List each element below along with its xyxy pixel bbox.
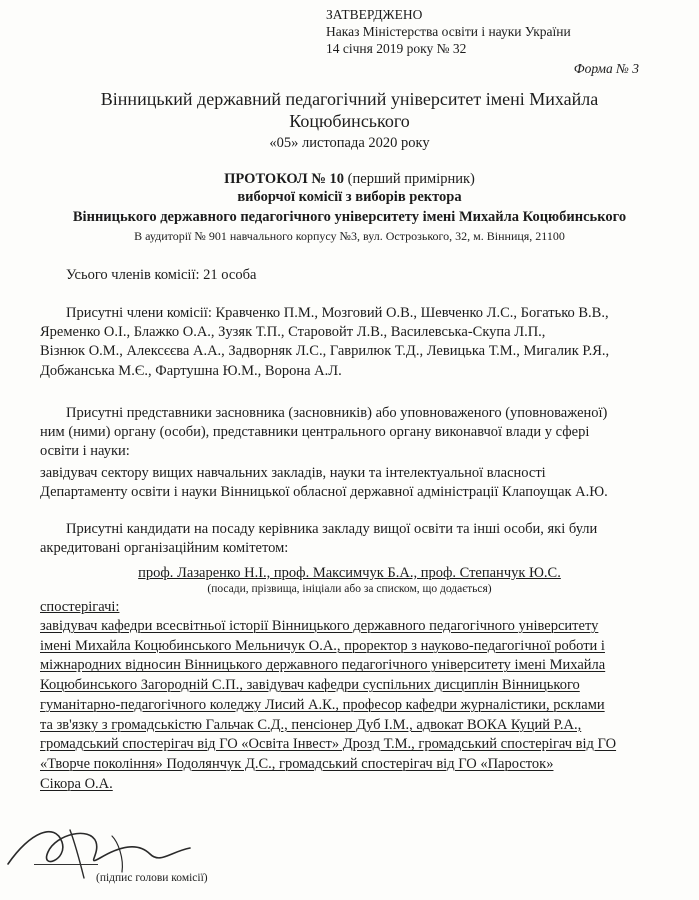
form-number: Форма № 3: [573, 61, 639, 76]
university-heading: [0, 88, 699, 132]
observers-line: Сікора О.А.: [40, 775, 113, 792]
observers-list: [40, 617, 652, 794]
signature-caption: (підпис голови комісії): [96, 872, 208, 884]
protocol-copy-note: (перший примірник): [344, 171, 475, 187]
candidates-line: Присутні кандидати на посаду керівника закладу вищої освіти та інші особи, які були: [66, 521, 598, 537]
candidates: [40, 520, 652, 558]
present-members-line: Присутні члени комісії: Кравченко П.М., Мозговий О.В., Шевченко Л.С., Богатько В.В.,: [66, 305, 609, 321]
approval-heading: ЗАТВЕРДЖЕНО: [326, 7, 423, 22]
candidate-names: проф. Лазаренко Н.І., проф. Максимчук Б.А., проф. Степанчук Ю.С.: [138, 565, 561, 581]
founders-line: освіти і науки:: [40, 443, 130, 460]
observers-line: громадський спостерігач від ГО «Освіта Інвест» Дрозд Т.М., громадський спостерігач від ГО: [40, 736, 617, 753]
protocol-address: В аудиторії № 901 навчального корпусу №3, вул. Острозького, 32, м. Вінниця, 21100: [134, 229, 565, 243]
representative-line: завідувач сектору вищих навчальних закладів, науки та інтелектуальної власності: [40, 465, 546, 481]
founders-line: ним (ними) органу (особи), представники центрального органу виконавчої влади у сфері: [40, 424, 590, 441]
protocol-number: ПРОТОКОЛ № 10: [224, 171, 345, 187]
candidates-line: акредитовані організаційним комітетом:: [40, 540, 289, 557]
present-members-line: Візнюк О.М., Алексєєва А.А., Задворняк Л.С., Гаврилюк Т.Д., Левицька Т.М., Мигалик Р.Я.,: [40, 343, 610, 360]
observers-line: імені Михайла Коцюбинського Мельничук О.А., проректор з науково-педагогічної роботи і: [40, 637, 605, 654]
observers-line: та зв'язку з громадськістю Гальчак С.Д., пенсіонер Дуб І.М., адвокат ВОКА Куций Р.А.,: [40, 716, 582, 733]
present-members: [40, 304, 652, 381]
present-members-line: Яременко О.І., Блажко О.А., Зузяк Т.П., Старовойт Л.В., Василевська-Скупа Л.П.,: [40, 324, 546, 341]
university-heading-line2: Коцюбинського: [289, 111, 410, 131]
observers-line: гуманітарно-педагогічного коледжу Лисий А.К., професор кафедри журналістики, рсклами: [40, 696, 605, 713]
protocol-date: «05» листопада 2020 року: [269, 135, 430, 151]
approval-order: Наказ Міністерства освіти і науки України: [326, 24, 571, 39]
university-heading-line1: Вінницький державний педагогічний університет імені Михайла: [100, 89, 599, 109]
total-members: Усього членів комісії: 21 особа: [66, 267, 257, 283]
candidate-names-note: (посади, прізвища, ініціали або за списком, що додається): [207, 583, 492, 595]
observers-line: міжнародних відносин Вінницького державного педагогічного університету імені Михайла: [40, 657, 606, 674]
founders-representatives: [40, 404, 652, 462]
present-members-line: Добжанська М.Є., Фартушна Ю.М., Ворона А.Л.: [40, 362, 342, 379]
founders-line: Присутні представники засновника (засновників) або уповноваженого (уповноваженої): [66, 405, 608, 421]
observers-line: Коцюбинського Загородній С.П., завідувач кафедри суспільних дисциплін Вінницького: [40, 677, 580, 694]
approval-stamp: [326, 6, 571, 57]
observers-line: завідувач кафедри всесвітньої історії Вінницького державного педагогічного університету: [40, 618, 599, 634]
protocol-university: Вінницького державного педагогічного університету імені Михайла Коцюбинського: [72, 209, 627, 225]
representative-line: Департаменту освіти і науки Вінницької обласної державної адміністрації Клапоущак А.Ю.: [40, 484, 608, 501]
protocol-title: [0, 172, 699, 187]
observers-label: спостерігачі:: [40, 599, 120, 615]
representative: [40, 464, 652, 502]
signature-line: [34, 864, 98, 865]
observers-line: «Творче покоління» Подолянчук Д.С., громадський спостерігач від ГО «Паросток»: [40, 755, 554, 772]
approval-date: 14 січня 2019 року № 32: [326, 41, 467, 56]
protocol-commission: виборчої комісії з виборів ректора: [237, 189, 462, 205]
